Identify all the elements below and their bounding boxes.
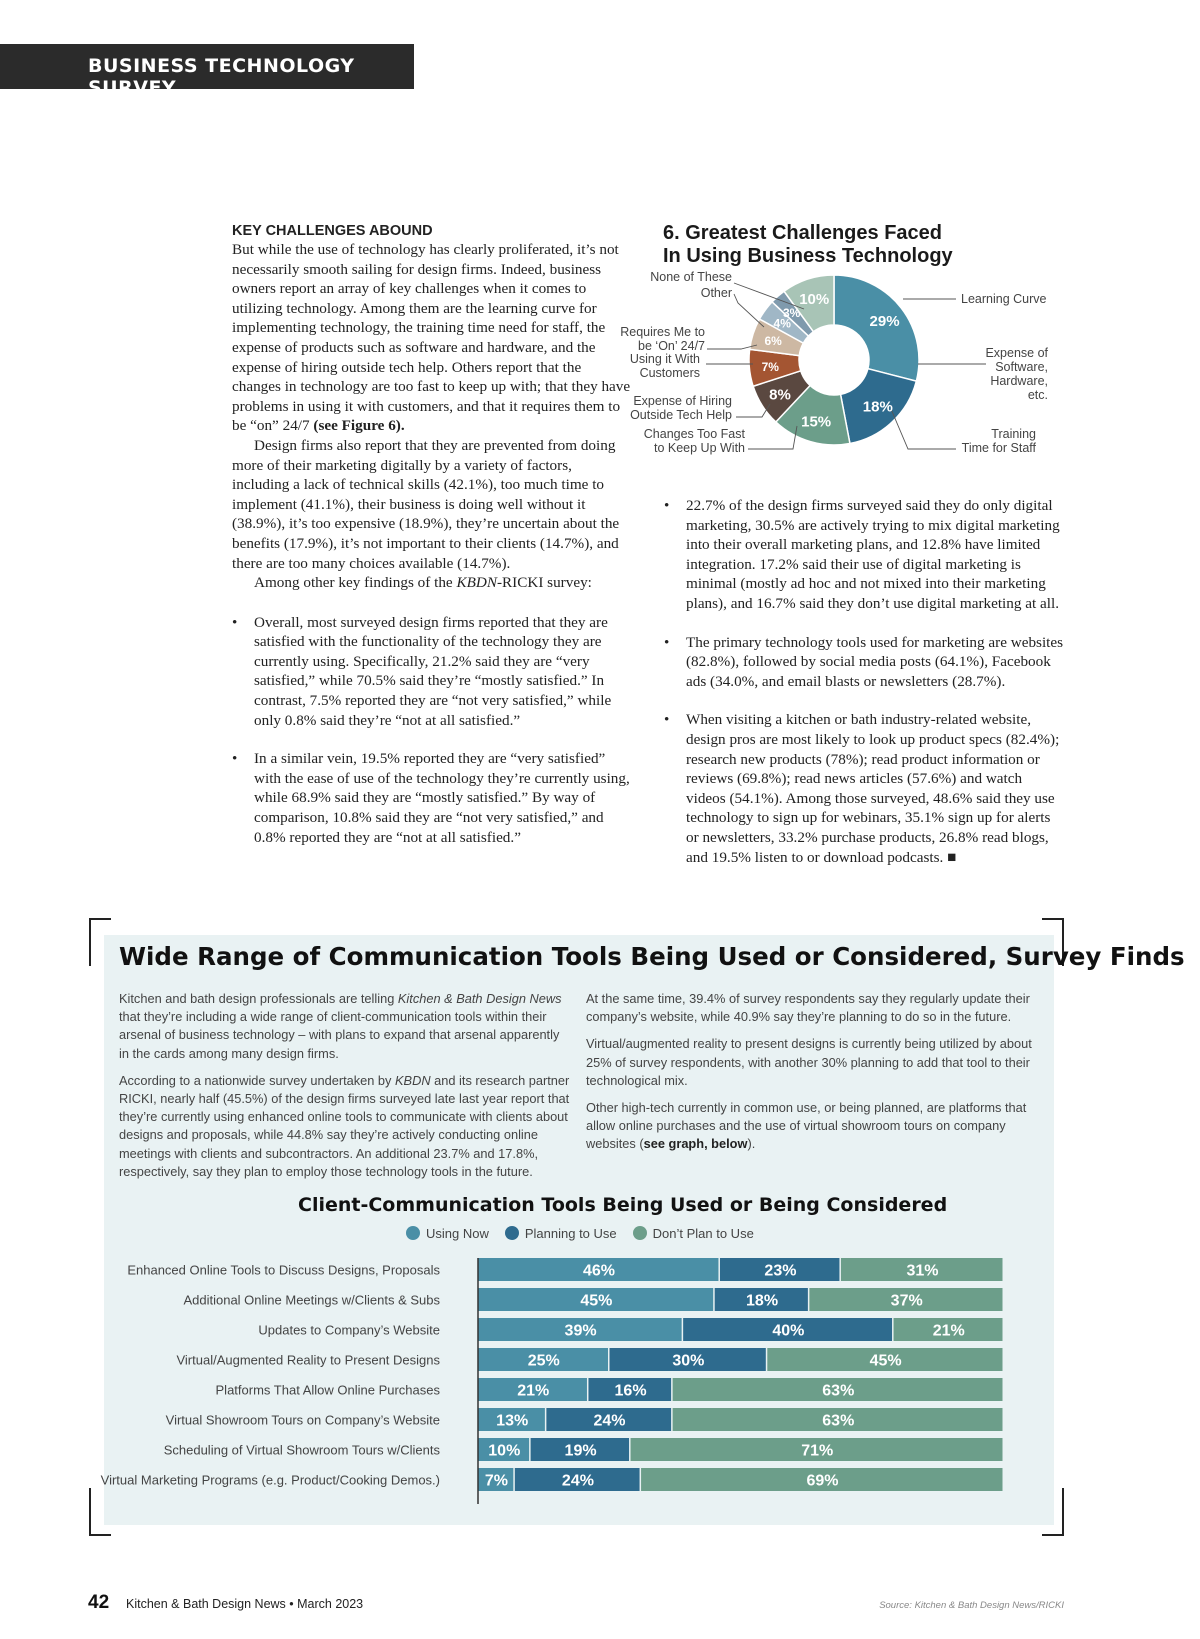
donut-label-training: Time for Staff bbox=[961, 441, 1036, 455]
donut-label-hiring: Expense of Hiring bbox=[633, 394, 732, 408]
legend-dot bbox=[505, 1226, 519, 1240]
donut-label-customers: Using it With bbox=[629, 352, 700, 366]
bar-category-label: Virtual/Augmented Reality to Present Designs bbox=[176, 1352, 440, 1368]
bar-value-label: 16% bbox=[614, 1382, 647, 1400]
bar-value-label: 40% bbox=[772, 1322, 805, 1340]
bar-value-label: 37% bbox=[890, 1292, 923, 1310]
bar-value-label: 24% bbox=[593, 1412, 626, 1430]
donut-label-changes: Changes Too Fast bbox=[643, 427, 745, 441]
donut-slice-value: 8% bbox=[769, 386, 791, 404]
corner-bracket bbox=[89, 918, 111, 966]
legend-dot bbox=[633, 1226, 647, 1240]
bar-chart-legend bbox=[406, 1224, 754, 1242]
article-paragraph: Among other key findings of the KBDN-RICKI survey: bbox=[254, 574, 592, 592]
bar-value-label: 24% bbox=[561, 1472, 594, 1490]
publication-abbrev: KBDN bbox=[456, 574, 497, 592]
bullet-item: • In a similar vein, 19.5% reported they are “very satisfied” with the ease of use of the technology they’re currently using, while 68.9% said they are “mostly satisfied.” By way of comparison, 10.8% said they are “not very satisfied,” and 0.8% reported they are “not at all satisfied.” bbox=[232, 749, 632, 847]
donut-label-requires: Requires Me to bbox=[620, 325, 705, 339]
bar-value-label: 19% bbox=[564, 1442, 597, 1460]
page-number: 42 bbox=[88, 1592, 110, 1613]
legend-dot bbox=[406, 1226, 420, 1240]
article-paragraph: But while the use of technology has clearly proliferated, it’s not necessarily smooth sailing for design firms. Indeed, business owners report an array of key challenges when it comes to utilizing technology. Among them are the learning curve for implementing technology, the training time need for staff, the expense of products such as software and hardware, and the expense of hiring outside tech help. Others report that the changes in technology are too fast to keep up with; that they have problems in using it with customers, and that it requires them to be “on” 24/7 (see Figure 6). bbox=[232, 241, 631, 435]
sidebar-paragraph: Kitchen and bath design professionals are telling Kitchen & Bath Design News that they’re including a wide range of client-communication tools within their arsenal of business technology – with plans to expand that arsenal apparently in the cards among many design firms. bbox=[119, 991, 562, 1061]
bar-value-label: 69% bbox=[806, 1472, 839, 1490]
bar-category-label: Virtual Showroom Tours on Company’s Website bbox=[165, 1412, 440, 1428]
left-bullet-list bbox=[232, 613, 632, 848]
bar-value-label: 10% bbox=[488, 1442, 521, 1460]
donut-slice-value: 7% bbox=[761, 360, 779, 375]
bar-value-label: 45% bbox=[580, 1292, 613, 1310]
bar-value-label: 46% bbox=[582, 1262, 615, 1280]
bullet-item: • Overall, most surveyed design firms reported that they are satisfied with the functionality of the technology they are currently using. Specifically, 21.2% said they are “very satisfied,” while 70.5% said they’re “mostly satisfied.” In contrast, 7.5% reported they are “not very satisfied,” while only 0.8% said they’re “not at all satisfied.” bbox=[232, 613, 632, 731]
publication-abbrev: KBDN bbox=[395, 1072, 431, 1088]
section-banner-label: BUSINESS TECHNOLOGY SURVEY bbox=[88, 55, 355, 99]
donut-label-expense-software: Hardware, bbox=[990, 374, 1048, 388]
donut-slice-value: 3% bbox=[783, 305, 801, 320]
bar-category-label: Virtual Marketing Programs (e.g. Product/Cooking Demos.) bbox=[100, 1472, 440, 1488]
legend-item-using-now: Using Now bbox=[406, 1226, 489, 1241]
donut-slice-value: 10% bbox=[799, 291, 830, 309]
figure-6-title: 6. Greatest Challenges Faced In Using Business Technology bbox=[663, 222, 953, 267]
donut-label-expense-software: etc. bbox=[1027, 388, 1048, 402]
bar-value-label: 30% bbox=[672, 1352, 705, 1370]
legend-item-dont-plan: Don’t Plan to Use bbox=[633, 1226, 754, 1241]
publication-footer: Kitchen & Bath Design News • March 2023 bbox=[126, 1597, 364, 1611]
sidebar-paragraph: Virtual/augmented reality to present designs is currently being utilized by about 25% of survey respondents, with another 30% planning to add that tool to their technological mix. bbox=[586, 1036, 1032, 1088]
donut-label-none: None of These bbox=[650, 270, 732, 284]
donut-slice-value: 6% bbox=[764, 334, 782, 349]
section-heading: KEY CHALLENGES ABOUND bbox=[232, 223, 433, 239]
donut-label-customers: Customers bbox=[639, 366, 700, 380]
donut-label-changes: to Keep Up With bbox=[653, 441, 745, 455]
bar-value-label: 25% bbox=[527, 1352, 560, 1370]
bar-value-label: 13% bbox=[496, 1412, 529, 1430]
sidebar-box-title: Wide Range of Communication Tools Being Used or Considered, Survey Finds bbox=[119, 942, 1185, 971]
right-article-column bbox=[664, 496, 1064, 867]
donut-slice-value: 4% bbox=[773, 316, 791, 331]
donut-label-requires: be ‘On’ 24/7 bbox=[638, 339, 705, 353]
donut-label-training: Training bbox=[991, 427, 1036, 441]
bar-category-label: Scheduling of Virtual Showroom Tours w/Clients bbox=[163, 1442, 440, 1458]
figure-reference: (see Figure 6). bbox=[313, 417, 405, 435]
donut-label-expense-software: Expense of bbox=[985, 346, 1048, 360]
chart-source: Source: Kitchen & Bath Design News/RICKI bbox=[879, 1600, 1064, 1611]
bar-value-label: 31% bbox=[906, 1262, 939, 1280]
bar-chart-title: Client-Communication Tools Being Used or Being Considered bbox=[298, 1194, 948, 1216]
donut-slice-value: 29% bbox=[869, 312, 900, 330]
bar-value-label: 63% bbox=[822, 1382, 855, 1400]
donut-slice-value: 15% bbox=[801, 413, 832, 431]
bullet-item: • 22.7% of the design firms surveyed said they do only digital marketing, 30.5% are actively trying to mix digital marketing into their overall marketing plans, and 12.8% have limited integration. 17.2% said their use of digital marketing is minimal (mostly ad hoc and not mixed into their marketing plans), and 16.7% said they don’t use digital marketing at all. bbox=[664, 496, 1064, 614]
legend-item-planning: Planning to Use bbox=[505, 1226, 617, 1241]
section-banner bbox=[0, 44, 414, 99]
communication-tools-bar-chart bbox=[100, 1252, 1054, 1507]
bar-value-label: 18% bbox=[746, 1292, 779, 1310]
bar-value-label: 21% bbox=[517, 1382, 550, 1400]
bar-category-label: Updates to Company’s Website bbox=[258, 1322, 440, 1338]
bullet-item: • When visiting a kitchen or bath industry-related website, design pros are most likely to look up product specs (82.4%); research new products (78%); read product information or reviews (69.8%); read news articles (57.6%) and watch videos (54.1%). Among those surveyed, 48.6% said they use technology to sign up for webinars, 35.1% sign up for alerts or newsletters, 33.2% purchase products, 26.8% read blogs, and 19.5% listen to or download podcasts. ■ bbox=[664, 710, 1064, 867]
bar-category-label: Additional Online Meetings w/Clients & Subs bbox=[183, 1292, 440, 1308]
left-article-column bbox=[232, 222, 632, 847]
sidebar-paragraph: At the same time, 39.4% of survey respondents say they regularly update their company’s website, while 40.9% say they’re planning to do so in the future. bbox=[586, 991, 1030, 1025]
donut-slice-value: 18% bbox=[862, 398, 893, 416]
bar-value-label: 45% bbox=[869, 1352, 902, 1370]
sidebar-right-column bbox=[586, 990, 1036, 1163]
donut-label-hiring: Outside Tech Help bbox=[630, 408, 732, 422]
bar-value-label: 39% bbox=[564, 1322, 597, 1340]
bar-value-label: 7% bbox=[484, 1472, 508, 1490]
sidebar-paragraph: Other high-tech currently in common use, or being planned, are platforms that allow online purchases and the use of virtual showroom tours on company websites (see graph, below). bbox=[586, 1100, 1027, 1152]
graph-reference: see graph, below bbox=[643, 1136, 748, 1152]
bar-value-label: 23% bbox=[764, 1262, 797, 1280]
bar-category-label: Enhanced Online Tools to Discuss Designs, Proposals bbox=[127, 1262, 440, 1278]
donut-label-expense-software: Software, bbox=[995, 360, 1048, 374]
donut-label-learning-curve: Learning Curve bbox=[961, 292, 1047, 306]
challenges-donut-chart bbox=[620, 270, 1052, 462]
publication-name: Kitchen & Bath Design News bbox=[397, 991, 562, 1006]
bar-category-label: Platforms That Allow Online Purchases bbox=[215, 1382, 440, 1398]
bullet-item: • The primary technology tools used for marketing are websites (82.8%), followed by social media posts (64.1%), Facebook ads (34.0%, and email blasts or newsletters (28.7%). bbox=[664, 633, 1064, 692]
bar-value-label: 63% bbox=[822, 1412, 855, 1430]
donut-label-other: Other bbox=[700, 286, 732, 300]
bar-value-label: 21% bbox=[932, 1322, 965, 1340]
right-bullet-list bbox=[664, 496, 1064, 867]
sidebar-paragraph: According to a nationwide survey undertaken by KBDN and its research partner RICKI, nearly half (45.5%) of the design firms surveyed late last year report that they’re currently using enhanced online tools to communicate with clients about designs and proposals, while 44.8% say they’re actively conducting online meetings with clients and subcontractors. An additional 23.7% and 17.8%, respectively, say they plan to employ those technology tools in the future. bbox=[119, 1072, 570, 1179]
article-paragraph: Design firms also report that they are prevented from doing more of their marketing digitally by a variety of factors, including a lack of technical skills (42.1%), too much time to implement (41.1%), their business is doing well without it (38.9%), it’s too expensive (18.9%), they’re uncertain about the benefits (17.9%), it’s not important to their clients (14.7%), and there are too many choices available (14.7%). bbox=[232, 436, 620, 572]
sidebar-left-column bbox=[119, 990, 571, 1190]
bar-value-label: 71% bbox=[801, 1442, 834, 1460]
